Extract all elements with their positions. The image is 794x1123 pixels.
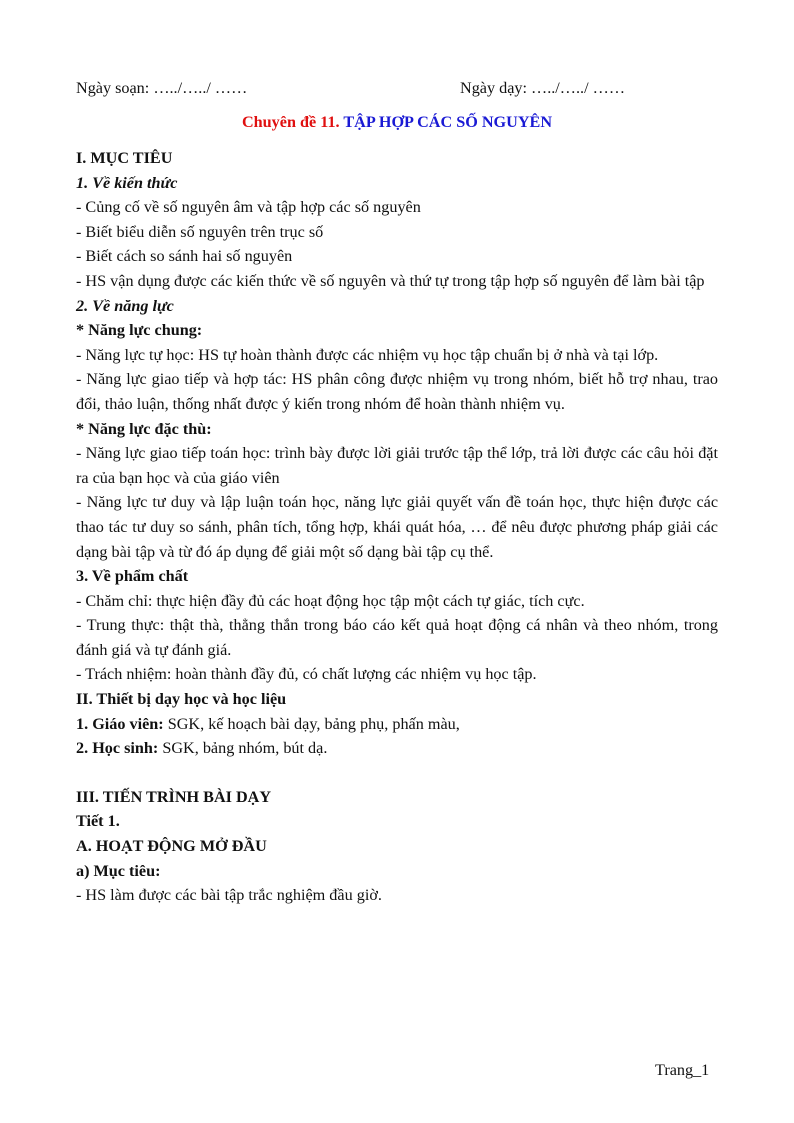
specific-competence-item: - Năng lực tư duy và lập luận toán học, năng lực giải quyết vấn đề toán học, thực hiện được các thao tác tư duy so sánh, phân tích, tổng hợp, khái quát hóa, … để nêu được phương pháp giải các dạng bài tập và từ đó áp dụng để giải một số dạng bài tập cụ thể. — [76, 493, 718, 561]
section-objectives-heading: I. MỤC TIÊU — [76, 149, 173, 167]
section-procedure-heading: III. TIẾN TRÌNH BÀI DẠY — [76, 787, 272, 806]
competence-heading: 2. Về năng lực — [76, 296, 174, 315]
teacher-equipment — [76, 712, 718, 737]
knowledge-heading: 1. Về kiến thức — [76, 173, 178, 192]
document-title — [76, 110, 718, 134]
period-label: Tiết 1. — [76, 812, 120, 831]
general-competence-heading: * Năng lực chung: — [76, 321, 203, 340]
document-page — [76, 76, 718, 908]
quality-item: - Trách nhiệm: hoàn thành đầy đủ, có chất lượng các nhiệm vụ học tập. — [76, 665, 537, 684]
student-text: SGK, bảng nhóm, bút dạ. — [158, 739, 328, 758]
title-text: TẬP HỢP CÁC SỐ NGUYÊN — [339, 113, 553, 131]
knowledge-item: - Biết cách so sánh hai số nguyên — [76, 247, 293, 266]
knowledge-item: - Biết biểu diễn số nguyên trên trục số — [76, 222, 324, 241]
objective-heading: a) Mục tiêu: — [76, 861, 161, 880]
knowledge-item: - HS vận dụng được các kiến thức về số nguyên và thứ tự trong tập hợp số nguyên để làm bài tập — [76, 271, 705, 290]
section-equipment-heading: II. Thiết bị dạy học và học liệu — [76, 690, 287, 709]
student-label: 2. Học sinh: — [76, 739, 159, 758]
teacher-text: SGK, kế hoạch bài dạy, bảng phụ, phấn màu, — [163, 714, 460, 733]
general-competence-item: - Năng lực giao tiếp và hợp tác: HS phân công được nhiệm vụ trong nhóm, biết hỗ trợ nhau, trao đổi, thảo luận, thống nhất được ý kiến trong nhóm để hoàn thành nhiệm vụ. — [76, 370, 718, 413]
date-row — [76, 76, 718, 100]
quality-item: - Chăm chỉ: thực hiện đầy đủ các hoạt động học tập một cách tự giác, tích cực. — [76, 591, 585, 610]
title-prefix: Chuyên đề 11. — [241, 113, 340, 131]
knowledge-item: - Củng cố về số nguyên âm và tập hợp các số nguyên — [76, 198, 421, 217]
general-competence-item: - Năng lực tự học: HS tự hoàn thành được các nhiệm vụ học tập chuẩn bị ở nhà và tại lớp. — [76, 345, 659, 364]
qualities-heading: 3. Về phẩm chất — [76, 567, 189, 586]
specific-competence-item: - Năng lực giao tiếp toán học: trình bày được lời giải trước tập thể lớp, trả lời được các câu hỏi đặt ra của bạn học và của giáo viên — [76, 444, 718, 487]
activity-heading: A. HOẠT ĐỘNG MỞ ĐẦU — [76, 837, 267, 856]
date-taught: Ngày dạy: …../…../ …… — [460, 79, 626, 97]
objective-item: - HS làm được các bài tập trắc nghiệm đầu giờ. — [76, 886, 382, 905]
teacher-label: 1. Giáo viên: — [76, 714, 164, 733]
page-number: Trang_1 — [655, 1061, 710, 1079]
specific-competence-heading: * Năng lực đặc thù: — [76, 419, 212, 438]
student-equipment — [76, 736, 718, 761]
blank-line — [76, 761, 718, 785]
quality-item: - Trung thực: thật thà, thẳng thắn trong báo cáo kết quả hoạt động cá nhân và theo nhóm, trong đánh giá và tự đánh giá. — [76, 616, 718, 659]
date-prepared: Ngày soạn: …../…../ …… — [76, 79, 248, 97]
